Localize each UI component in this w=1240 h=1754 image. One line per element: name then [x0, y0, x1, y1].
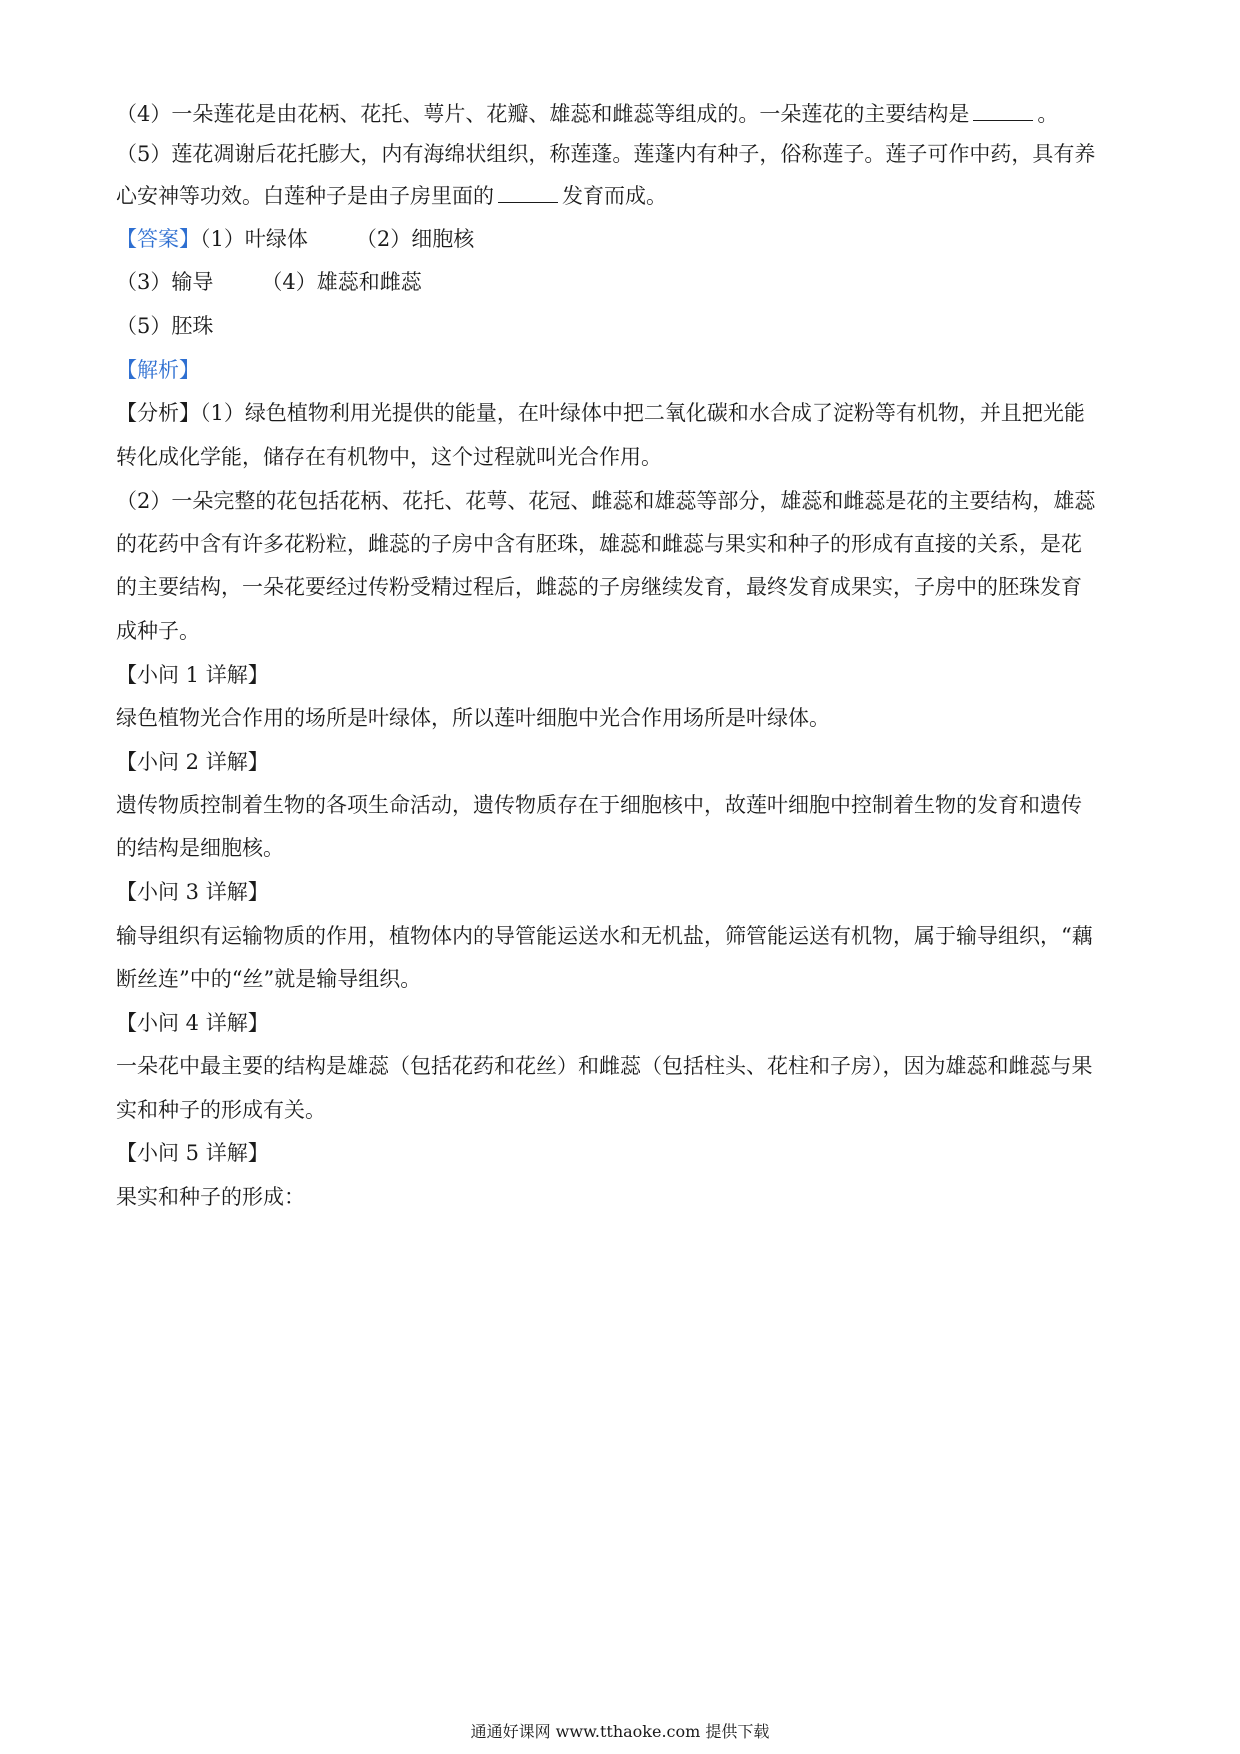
analysis-line-2: 转化成化学能，储存在有机物中，这个过程就叫光合作用。	[116, 445, 662, 469]
detail-4-text-2: 实和种子的形成有关。	[116, 1098, 326, 1122]
answer-2: （2）细胞核	[355, 227, 475, 251]
analysis-line-5: 的主要结构，一朵花要经过传粉受精过程后，雌蕊的子房继续发育，最终发育成果实，子房中的胚珠发育	[116, 575, 1082, 599]
detail-3-title: 【小问 3 详解】	[116, 880, 269, 904]
detail-3-text-1: 输导组织有运输物质的作用，植物体内的导管能运送水和无机盐，筛管能运送有机物，属于输导组织，“藕	[116, 924, 1093, 948]
detail-2-title: 【小问 2 详解】	[116, 750, 269, 774]
analysis-line-6: 成种子。	[116, 619, 200, 643]
answer-3: （3）输导	[116, 270, 214, 294]
answer-5: （5）胚珠	[116, 314, 214, 338]
detail-2-text-1: 遗传物质控制着生物的各项生命活动，遗传物质存在于细胞核中，故莲叶细胞中控制着生物的发育和遗传	[116, 793, 1082, 817]
question-5-text: 心安神等功效。白莲种子是由子房里面的	[116, 184, 494, 208]
detail-4-title: 【小问 4 详解】	[116, 1011, 269, 1035]
analysis-label: 【解析】	[116, 358, 200, 382]
detail-2-text-2: 的结构是细胞核。	[116, 836, 284, 860]
question-5-end: 发育而成。	[562, 184, 667, 208]
answer-4: （4）雄蕊和雌蕊	[261, 270, 422, 294]
question-5-line-2	[116, 182, 667, 210]
question-4-text: （4）一朵莲花是由花柄、花托、萼片、花瓣、雄蕊和雌蕊等组成的。一朵莲花的主要结构是	[116, 102, 970, 126]
answer-row-2	[116, 268, 422, 296]
analysis-line-4: 的花药中含有许多花粉粒，雌蕊的子房中含有胚珠，雄蕊和雌蕊与果实和种子的形成有直接的关系，是花	[116, 532, 1082, 556]
analysis-line-1: 【分析】（1）绿色植物利用光提供的能量，在叶绿体中把二氧化碳和水合成了淀粉等有机物，并且把光能	[116, 401, 1085, 425]
detail-1-title: 【小问 1 详解】	[116, 663, 269, 687]
answer-label: 【答案】	[116, 227, 200, 251]
page-footer: 通通好课网 www.tthaoke.com 提供下载	[470, 1722, 770, 1741]
answer-1: （1）叶绿体	[200, 227, 308, 251]
detail-5-text-1: 果实和种子的形成：	[116, 1185, 305, 1209]
answer-blank-5	[498, 182, 558, 203]
answer-row-1	[116, 225, 474, 253]
answer-row-3	[116, 312, 213, 340]
detail-5-title: 【小问 5 详解】	[116, 1141, 269, 1165]
detail-1-text: 绿色植物光合作用的场所是叶绿体，所以莲叶细胞中光合作用场所是叶绿体。	[116, 706, 830, 730]
detail-4-text-1: 一朵花中最主要的结构是雄蕊（包括花药和花丝）和雌蕊（包括柱头、花柱和子房），因为雄蕊和雌蕊与果	[116, 1054, 1093, 1078]
question-4	[116, 100, 1058, 128]
question-4-end: 。	[1037, 102, 1059, 126]
analysis-line-3: （2）一朵完整的花包括花柄、花托、花萼、花冠、雌蕊和雄蕊等部分，雄蕊和雌蕊是花的主要结构，雄蕊	[116, 489, 1096, 513]
answer-blank-4	[973, 100, 1033, 121]
question-5-line-1: （5）莲花凋谢后花托膨大，内有海绵状组织，称莲蓬。莲蓬内有种子，俗称莲子。莲子可作中药，具有养	[116, 142, 1096, 166]
detail-3-text-2: 断丝连”中的“丝”就是输导组织。	[116, 967, 422, 991]
